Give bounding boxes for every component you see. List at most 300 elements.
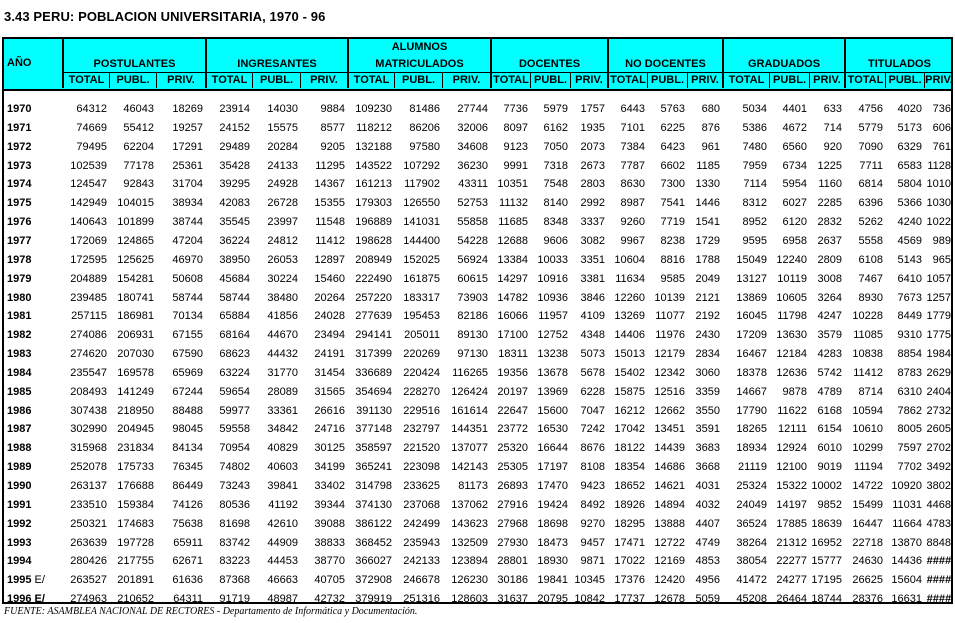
year-cell (7, 440, 31, 456)
value-cell: 4031 (695, 480, 720, 492)
value-cell: 36230 (457, 159, 488, 172)
value-cell: 73903 (457, 291, 488, 304)
value-cell: 3381 (580, 272, 605, 285)
value-cell: 33402 (314, 480, 345, 492)
value-cell: 1185 (696, 159, 720, 172)
value-cell: 2803 (580, 178, 605, 191)
value-cell: 8630 (620, 178, 645, 191)
value-cell: 7711 (859, 159, 883, 172)
value-cell: 8238 (660, 234, 685, 247)
value-cell: 7541 (660, 197, 685, 210)
value-cell: 372908 (355, 574, 392, 587)
value-cell: 33361 (267, 404, 298, 417)
value-cell: 315968 (70, 442, 107, 455)
value-cell: 19257 (172, 121, 203, 134)
year-cell (7, 572, 45, 588)
value-cell: 18269 (172, 103, 203, 115)
table-row (4, 591, 951, 607)
value-cell: 9967 (620, 234, 645, 247)
value-cell: 44909 (267, 536, 298, 549)
value-cell: 7862 (897, 404, 922, 417)
group-header-titulados: TITULADOS (844, 39, 953, 73)
value-cell: 9260 (620, 216, 645, 229)
year-cell (7, 403, 31, 419)
data-table (2, 37, 953, 604)
value-cell: 13238 (537, 348, 568, 361)
year-value: 1994 (7, 555, 32, 568)
value-cell: 62204 (123, 140, 154, 153)
value-cell: 379919 (355, 593, 392, 606)
value-cell: 5073 (580, 348, 605, 361)
value-cell: 40705 (314, 574, 345, 587)
subheader-titulados-total: TOTAL (844, 72, 885, 88)
year-value: 1971 (7, 121, 32, 134)
value-cell: 6329 (897, 140, 922, 153)
value-cell: 10838 (852, 348, 883, 361)
table-row (4, 214, 951, 230)
value-cell: 174683 (117, 517, 154, 530)
value-cell: 12662 (654, 404, 685, 417)
table-row (4, 101, 951, 117)
value-cell: 9457 (580, 536, 605, 549)
value-cell: 3082 (580, 234, 605, 247)
year-value: 1970 (7, 103, 32, 115)
value-cell: 14297 (497, 272, 528, 285)
value-cell: 128603 (451, 593, 488, 606)
value-cell: 81173 (458, 480, 488, 492)
value-cell: 15402 (614, 366, 645, 379)
value-cell: 9852 (817, 498, 842, 511)
year-value: 1986 (7, 404, 32, 417)
year-value: 1980 (7, 291, 32, 304)
value-cell: 16212 (614, 404, 645, 417)
value-cell: 60615 (457, 272, 488, 285)
value-cell: 3846 (580, 291, 605, 304)
group-header-docentes: DOCENTES (490, 39, 607, 73)
value-cell: 228270 (403, 385, 440, 398)
value-cell: 19424 (537, 498, 568, 511)
value-cell: 24028 (314, 310, 345, 323)
value-cell: 8714 (858, 385, 883, 398)
value-cell: 54228 (457, 234, 488, 247)
value-cell: 34842 (267, 423, 298, 436)
value-cell: 14367 (314, 178, 345, 191)
value-cell: 736 (932, 103, 951, 115)
value-cell: 961 (701, 140, 720, 153)
value-cell: 920 (823, 140, 842, 153)
value-cell: 4672 (782, 121, 807, 134)
value-cell: 23494 (314, 329, 345, 342)
value-cell: 24152 (219, 121, 250, 134)
value-cell: 14782 (497, 291, 528, 304)
value-cell: 12924 (776, 442, 807, 455)
year-value: 1976 (7, 216, 32, 229)
value-cell: 41192 (268, 498, 298, 511)
value-cell: 14686 (654, 461, 685, 474)
value-cell: 9019 (817, 461, 842, 474)
value-cell: 107292 (403, 159, 440, 172)
value-cell: 5386 (742, 121, 767, 134)
value-cell: 7787 (620, 159, 645, 172)
value-cell: 141249 (117, 385, 154, 398)
value-cell: #### (926, 593, 951, 606)
value-cell: 67244 (172, 385, 203, 398)
value-cell: 14621 (654, 480, 685, 492)
value-cell: 13969 (537, 385, 568, 398)
value-cell: 5366 (897, 197, 922, 210)
value-cell: 204945 (117, 423, 154, 436)
value-cell: 12678 (654, 593, 685, 606)
value-cell: 17209 (736, 329, 767, 342)
value-cell: 7467 (858, 272, 883, 285)
value-cell: 15322 (776, 480, 807, 492)
value-cell: 386122 (355, 517, 392, 530)
table-row (4, 553, 951, 569)
value-cell: 263527 (70, 574, 107, 587)
value-cell: 2285 (817, 197, 842, 210)
value-cell: 3492 (926, 461, 951, 474)
value-cell: 31637 (497, 593, 528, 606)
value-cell: 1057 (926, 272, 951, 285)
value-cell: 302990 (70, 423, 107, 436)
value-cell: 239485 (70, 291, 107, 304)
value-cell: 10936 (537, 291, 568, 304)
value-cell: 17790 (736, 404, 767, 417)
value-cell: 10610 (852, 423, 883, 436)
value-cell: 17042 (614, 423, 645, 436)
value-cell: 201891 (117, 574, 154, 587)
value-cell: 154281 (117, 272, 154, 285)
subheader-no-docentes-total: TOTAL (607, 72, 647, 88)
value-cell: 132509 (451, 536, 488, 549)
value-cell: 11412 (315, 234, 345, 247)
value-cell: 11194 (854, 461, 883, 474)
value-cell: 15875 (614, 385, 645, 398)
value-cell: 8108 (580, 461, 605, 474)
value-cell: 3359 (695, 385, 720, 398)
value-cell: 44670 (267, 329, 298, 342)
year-cell (7, 120, 31, 136)
value-cell: 5143 (897, 253, 922, 266)
value-cell: 274963 (70, 593, 107, 606)
value-cell: 1225 (817, 159, 842, 172)
value-cell: 12111 (778, 423, 807, 436)
value-cell: 13630 (776, 329, 807, 342)
value-cell: 65969 (172, 366, 203, 379)
value-cell: 31454 (314, 366, 345, 379)
value-cell: 27930 (497, 536, 528, 549)
value-cell: 64312 (76, 103, 107, 115)
value-cell: 31770 (267, 366, 298, 379)
value-cell: 137077 (451, 442, 488, 455)
value-cell: 20795 (537, 593, 568, 606)
value-cell: 179303 (355, 197, 392, 210)
value-cell: 4348 (580, 329, 605, 342)
subheader-alumnos-matriculados-publ: PUBL. (394, 72, 442, 88)
value-cell: 186981 (117, 310, 154, 323)
value-cell: 17195 (811, 574, 842, 587)
value-cell: 13451 (654, 423, 685, 436)
value-cell: 27744 (457, 103, 488, 115)
value-cell: 391130 (356, 404, 392, 417)
value-cell: 34608 (457, 140, 488, 153)
value-cell: 40603 (267, 461, 298, 474)
value-cell: 40829 (267, 442, 298, 455)
value-cell: 43311 (458, 178, 488, 191)
value-cell: 87368 (219, 574, 250, 587)
value-cell: 6027 (782, 197, 807, 210)
value-cell: 28089 (267, 385, 298, 398)
year-value: 1975 (7, 197, 32, 210)
value-cell: 91719 (219, 593, 250, 606)
value-cell: 24277 (776, 574, 807, 587)
value-cell: 11295 (315, 159, 345, 172)
value-cell: 16644 (537, 442, 568, 455)
value-cell: 14406 (614, 329, 645, 342)
value-cell: 4789 (817, 385, 842, 398)
year-value: 1996 (7, 593, 32, 606)
value-cell: 6396 (858, 197, 883, 210)
value-cell: 680 (701, 103, 720, 115)
value-cell: 30224 (267, 272, 298, 285)
year-value: 1973 (7, 159, 32, 172)
year-cell (7, 139, 31, 155)
value-cell: 11622 (777, 404, 807, 417)
value-cell: 19356 (497, 366, 528, 379)
value-cell: 98045 (172, 423, 203, 436)
value-cell: 20197 (497, 385, 528, 398)
subheader-postulantes-total: TOTAL (62, 72, 109, 88)
value-cell: 10033 (537, 253, 568, 266)
value-cell: 12420 (654, 574, 685, 587)
subheader-alumnos-matriculados-total: TOTAL (347, 72, 394, 88)
year-cell (7, 271, 31, 287)
value-cell: 2121 (695, 291, 720, 304)
value-cell: 6168 (817, 404, 842, 417)
value-cell: 242499 (403, 517, 440, 530)
value-cell: 25320 (497, 442, 528, 455)
value-cell: 197728 (117, 536, 154, 549)
value-cell: 46663 (267, 574, 298, 587)
value-cell: 4468 (926, 498, 951, 511)
table-row (4, 195, 951, 211)
value-cell: 104015 (117, 197, 154, 210)
value-cell: 6958 (782, 234, 807, 247)
value-cell: 257115 (71, 310, 107, 323)
value-cell: 9423 (580, 480, 605, 492)
value-cell: 175733 (117, 461, 154, 474)
value-cell: 11664 (892, 517, 922, 530)
value-cell: 242133 (403, 555, 440, 568)
value-cell: 64311 (173, 593, 203, 606)
value-cell: 117902 (404, 178, 440, 191)
value-cell: 12897 (314, 253, 345, 266)
value-cell: 68164 (219, 329, 250, 342)
year-cell (7, 516, 31, 532)
value-cell: 6602 (660, 159, 685, 172)
value-cell: 6120 (782, 216, 807, 229)
value-cell: 5804 (897, 178, 922, 191)
value-cell: 8577 (320, 121, 345, 134)
group-header-no-docentes: NO DOCENTES (607, 39, 722, 73)
value-cell: 25361 (172, 159, 203, 172)
value-cell: 12179 (654, 348, 685, 361)
year-value: 1991 (7, 498, 32, 511)
value-cell: 83742 (219, 536, 250, 549)
value-cell: 307438 (70, 404, 107, 417)
value-cell: 196889 (355, 216, 392, 229)
value-cell: 1022 (926, 216, 951, 229)
value-cell: 208949 (355, 253, 392, 266)
value-cell: 8854 (897, 348, 922, 361)
value-cell: 7242 (580, 423, 605, 436)
value-cell: 67590 (172, 348, 203, 361)
value-cell: 365241 (355, 461, 392, 474)
year-cell (7, 497, 31, 513)
value-cell: 2049 (695, 272, 720, 285)
value-cell: 7959 (742, 159, 767, 172)
value-cell: 3060 (695, 366, 720, 379)
value-cell: 377148 (355, 423, 392, 436)
value-cell: 59654 (219, 385, 250, 398)
value-cell: 10002 (811, 480, 842, 492)
value-cell: 83223 (219, 555, 250, 568)
value-cell: 31565 (314, 385, 345, 398)
value-cell: 45684 (219, 272, 250, 285)
value-cell: 4783 (926, 517, 951, 530)
value-cell: 16066 (497, 310, 528, 323)
table-row (4, 271, 951, 287)
year-cell (7, 195, 31, 211)
value-cell: 123894 (451, 555, 488, 568)
value-cell: 1128 (927, 159, 951, 172)
value-cell: 18744 (811, 593, 842, 606)
value-cell: 6814 (858, 178, 883, 191)
value-cell: 198628 (355, 234, 392, 247)
value-cell: 11976 (655, 329, 685, 342)
value-cell: 208493 (70, 385, 107, 398)
value-cell: 6583 (897, 159, 922, 172)
value-cell: 15600 (537, 404, 568, 417)
value-cell: 82186 (457, 310, 488, 323)
value-cell: 11031 (892, 498, 922, 511)
value-cell: 41472 (736, 574, 767, 587)
value-cell: 141031 (403, 216, 440, 229)
table-header (4, 39, 951, 91)
value-cell: 18354 (614, 461, 645, 474)
value-cell: 9884 (320, 103, 345, 115)
value-cell: 257220 (355, 291, 392, 304)
subheader-docentes-publ: PUBL. (530, 72, 570, 88)
year-cell (7, 101, 31, 117)
value-cell: 21312 (776, 536, 807, 549)
table-row (4, 158, 951, 174)
value-cell: 45208 (736, 593, 767, 606)
value-cell: 17737 (614, 593, 645, 606)
year-cell (7, 478, 31, 494)
subheader-graduados-publ: PUBL. (769, 72, 809, 88)
value-cell: 42732 (314, 593, 345, 606)
year-cell (7, 158, 31, 174)
value-cell: 23997 (267, 216, 298, 229)
table-row (4, 535, 951, 551)
value-cell: 86206 (409, 121, 440, 134)
value-cell: 7480 (742, 140, 767, 153)
value-cell: 235547 (70, 366, 107, 379)
table-row (4, 478, 951, 494)
year-value: 1979 (7, 272, 32, 285)
value-cell: 24191 (314, 348, 345, 361)
value-cell: 5779 (858, 121, 883, 134)
year-value: 1995 (7, 574, 32, 587)
value-cell: 233625 (403, 480, 440, 492)
value-cell: 4853 (695, 555, 720, 568)
value-cell: 8005 (897, 423, 922, 436)
year-value: 1987 (7, 423, 32, 436)
value-cell: 2192 (695, 310, 720, 323)
subheader-ingresantes-total: TOTAL (205, 72, 252, 88)
value-cell: 5763 (660, 103, 685, 115)
value-cell: 11957 (538, 310, 568, 323)
value-cell: 204889 (70, 272, 107, 285)
source-footnote: FUENTE: ASAMBLEA NACIONAL DE RECTORES - Departamento de Informática y Documentación. (4, 606, 418, 617)
value-cell: 7736 (503, 103, 528, 115)
value-cell: 14667 (736, 385, 767, 398)
subheader-postulantes-publ: PUBL. (109, 72, 156, 88)
value-cell: 38950 (219, 253, 250, 266)
value-cell: 59977 (219, 404, 250, 417)
value-cell: 4109 (580, 310, 605, 323)
value-cell: 7702 (897, 461, 922, 474)
value-cell: 252078 (70, 461, 107, 474)
value-cell: 97130 (457, 348, 488, 361)
value-cell: 30186 (497, 574, 528, 587)
value-cell: 38744 (172, 216, 203, 229)
value-cell: 144400 (403, 234, 440, 247)
value-cell: 5034 (742, 103, 767, 115)
year-value: 1992 (7, 517, 32, 530)
table-row (4, 252, 951, 268)
value-cell: 1446 (695, 197, 720, 210)
value-cell: 38833 (314, 536, 345, 549)
table-row (4, 459, 951, 475)
value-cell: 15013 (614, 348, 645, 361)
value-cell: 9123 (503, 140, 528, 153)
year-value: 1981 (7, 310, 32, 323)
value-cell: 144351 (451, 423, 488, 436)
value-cell: 1729 (695, 234, 720, 247)
value-cell: 8816 (660, 253, 685, 266)
value-cell: 7318 (543, 159, 568, 172)
value-cell: 17291 (172, 140, 203, 153)
value-cell: 16530 (537, 423, 568, 436)
group-header-graduados: GRADUADOS (722, 39, 844, 73)
value-cell: 6010 (817, 442, 842, 455)
value-cell: 15575 (267, 121, 298, 134)
value-cell: 3337 (580, 216, 605, 229)
value-cell: 24630 (852, 555, 883, 568)
value-cell: 2404 (926, 385, 951, 398)
value-cell: 231834 (117, 442, 154, 455)
value-cell: 124865 (117, 234, 154, 247)
value-cell: 84134 (172, 442, 203, 455)
value-cell: 4569 (897, 234, 922, 247)
value-cell: 7597 (897, 442, 922, 455)
subheader-titulados-priv: PRIV. (925, 74, 953, 86)
value-cell: 1788 (695, 253, 720, 266)
value-cell: 25305 (497, 461, 528, 474)
value-cell: 9310 (897, 329, 922, 342)
